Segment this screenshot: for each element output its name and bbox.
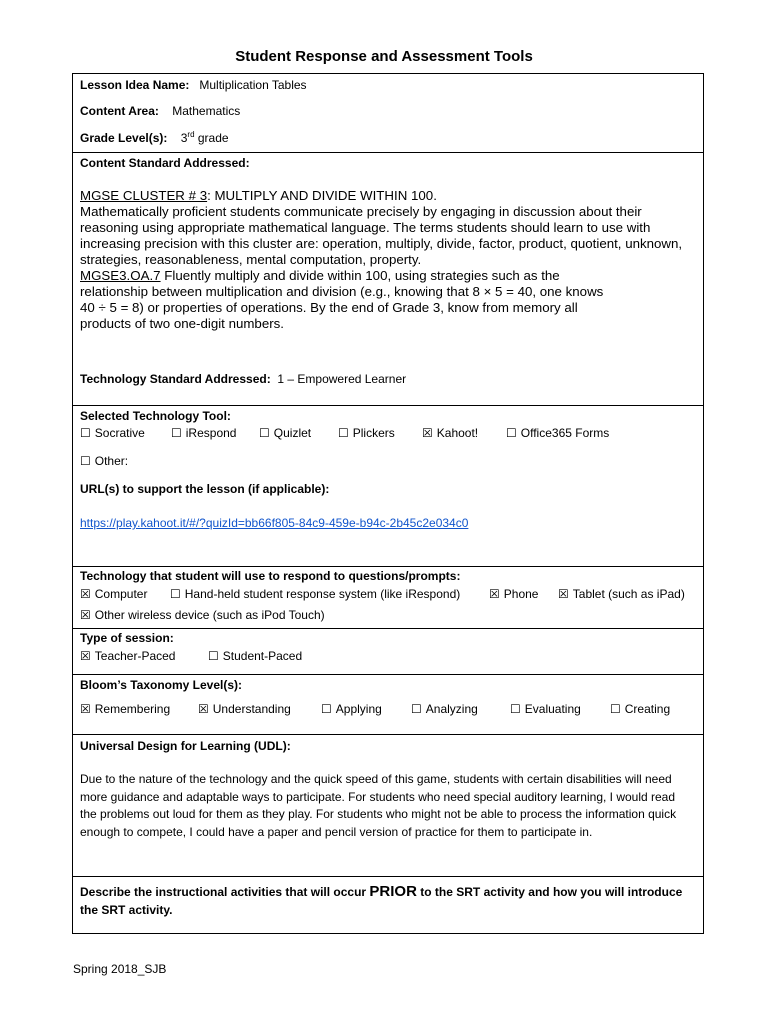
respond-option-phone[interactable] [489,587,538,601]
content-area-label: Content Area: [80,104,159,118]
tech-standard-label: Technology Standard Addressed: [80,372,271,386]
checkbox-icon[interactable]: ☐ [321,702,332,716]
session-option-label: Teacher-Paced [94,649,176,663]
tool-option-label: Office365 Forms [520,426,610,440]
tool-option-label: Socrative [94,426,145,440]
checkbox-icon[interactable]: ☐ [259,426,270,440]
checkbox-icon[interactable]: ☐ [170,587,181,601]
lesson-name-value: Multiplication Tables [199,78,307,92]
oa-text-1: Fluently multiply and divide within 100, using strategies such as the [160,268,560,283]
respond-option-label: Phone [503,587,539,601]
tech-standard-value: 1 – Empowered Learner [277,372,407,386]
respond-technology-section [73,567,703,629]
blooms-taxonomy-label: Bloom’s Taxonomy Level(s): [80,678,243,692]
checkbox-icon[interactable]: ☒ [80,608,91,622]
tool-option-socrative[interactable] [80,426,145,440]
checkbox-icon[interactable]: ☐ [171,426,182,440]
respond-option-label: Computer [94,587,148,601]
bloom-option-remembering[interactable] [80,702,170,716]
session-option-teacher-paced[interactable] [80,649,175,663]
checkbox-icon[interactable]: ☐ [80,426,91,440]
cluster-code: MGSE CLUSTER # 3 [80,188,208,203]
udl-label: Universal Design for Learning (UDL): [80,739,291,753]
content-standard-label: Content Standard Addressed: [80,156,250,170]
tool-option-irespond[interactable] [171,426,236,440]
content-area-row [80,104,240,118]
content-area-value: Mathematics [172,104,241,118]
tool-option-other[interactable] [80,454,128,468]
oa-standard-line3: 40 ÷ 5 = 8) or properties of operations. By the end of Grade 3, know from memory all [80,300,578,315]
content-standard-section [73,153,703,406]
tool-option-kahoot[interactable] [422,426,478,440]
bloom-option-evaluating[interactable] [510,702,581,716]
checkbox-icon[interactable]: ☒ [80,587,91,601]
respond-option-label: Other wireless device (such as iPod Touch) [94,608,325,622]
lesson-name-row [80,78,307,92]
prior-activities-section [73,877,703,933]
tool-option-label: Kahoot! [436,426,479,440]
prior-prompt-after: to the SRT activity and how you will introduce the SRT activity. [80,885,683,917]
bloom-option-label: Evaluating [524,702,581,716]
cluster-heading [80,188,695,204]
tool-option-label: Other: [94,454,129,468]
bloom-option-label: Remembering [94,702,171,716]
checkbox-icon[interactable]: ☐ [411,702,422,716]
tool-option-label: Plickers [352,426,395,440]
checkbox-icon[interactable]: ☒ [80,649,91,663]
respond-technology-label: Technology that student will use to respond to questions/prompts: [80,569,461,583]
grade-level-suffix: grade [194,131,229,145]
oa-code: MGSE3.OA.7 [80,268,161,283]
session-type-section [73,629,703,675]
checkbox-icon[interactable]: ☐ [80,454,91,468]
url-row [80,516,468,530]
udl-text: Due to the nature of the technology and the quick speed of this game, students with certain disabilities will need more guidance and adaptable ways to participate. For students who need special auditory learning, I would read the problems out loud for them as they play. For students who might not be able to process the information quick enough to compete, I could have a paper and pencil version of practice for them to participate in. [80,772,677,839]
prior-prompt-before: Describe the instructional activities that will occur [80,885,370,899]
checkbox-icon[interactable]: ☐ [610,702,621,716]
kahoot-url-link[interactable]: https://play.kahoot.it/#/?quizId=bb66f805-84c9-459e-b94c-2b45c2e034c0 [80,516,469,530]
bloom-option-applying[interactable] [321,702,382,716]
checkbox-icon[interactable]: ☒ [558,587,569,601]
respond-option-label: Hand-held student response system (like iRespond) [184,587,461,601]
grade-level-sup: rd [187,130,195,139]
footer-text: Spring 2018_SJB [73,962,167,976]
bloom-option-label: Applying [335,702,382,716]
udl-section [73,735,703,877]
checkbox-icon[interactable]: ☒ [489,587,500,601]
tool-option-quizlet[interactable] [259,426,311,440]
blooms-taxonomy-section [73,675,703,735]
cluster-description: Mathematically proficient students communicate precisely by engaging in discussion about their reasoning using appropriate mathematical language. The terms students should learn to use with increasing precision with this cluster are: operation, multiply, divide, factor, product, quotient, unknown, strategies, reasonableness, mental computation, property. [80,204,683,267]
lesson-info-section [73,74,703,153]
url-label: URL(s) to support the lesson (if applicable): [80,482,330,496]
session-option-label: Student-Paced [222,649,303,663]
respond-option-wireless[interactable] [80,608,325,622]
bloom-option-label: Understanding [212,702,291,716]
bloom-option-analyzing[interactable] [411,702,478,716]
tool-option-office365-forms[interactable] [506,426,609,440]
prior-keyword: PRIOR [369,883,417,900]
prior-activities-prompt [80,883,692,919]
bloom-option-label: Analyzing [425,702,478,716]
document-title: Student Response and Assessment Tools [235,48,533,65]
grade-level-row [80,130,229,145]
oa-standard-line1 [80,268,695,284]
tool-option-label: Quizlet [273,426,312,440]
grade-level-value: 3 [180,131,188,145]
grade-level-label: Grade Level(s): [80,131,168,145]
session-type-label: Type of session: [80,631,174,645]
bloom-option-label: Creating [624,702,671,716]
bloom-option-understanding[interactable] [198,702,291,716]
tech-standard-line [80,372,406,386]
checkbox-icon[interactable]: ☒ [80,702,91,716]
tool-option-label: iRespond [185,426,237,440]
respond-option-handheld[interactable] [170,587,460,601]
content-standard-body [80,188,695,332]
oa-standard-line4: products of two one-digit numbers. [80,316,284,331]
lesson-name-label: Lesson Idea Name: [80,78,190,92]
cluster-title: : MULTIPLY AND DIVIDE WITHIN 100. [207,188,437,203]
respond-option-tablet[interactable] [558,587,685,601]
checkbox-icon[interactable]: ☐ [338,426,349,440]
tool-option-plickers[interactable] [338,426,395,440]
checkbox-icon[interactable]: ☐ [510,702,521,716]
respond-option-computer[interactable] [80,587,147,601]
checkbox-icon[interactable]: ☒ [198,702,209,716]
technology-tool-section [73,406,703,567]
assessment-form [72,73,704,934]
oa-standard-line2: relationship between multiplication and division (e.g., knowing that 8 × 5 = 40, one knows [80,284,604,299]
session-option-student-paced[interactable] [208,649,302,663]
bloom-option-creating[interactable] [610,702,670,716]
respond-option-label: Tablet (such as iPad) [572,587,685,601]
checkbox-icon[interactable]: ☐ [506,426,517,440]
checkbox-icon[interactable]: ☐ [208,649,219,663]
checkbox-icon[interactable]: ☒ [422,426,433,440]
technology-tool-label: Selected Technology Tool: [80,409,231,423]
